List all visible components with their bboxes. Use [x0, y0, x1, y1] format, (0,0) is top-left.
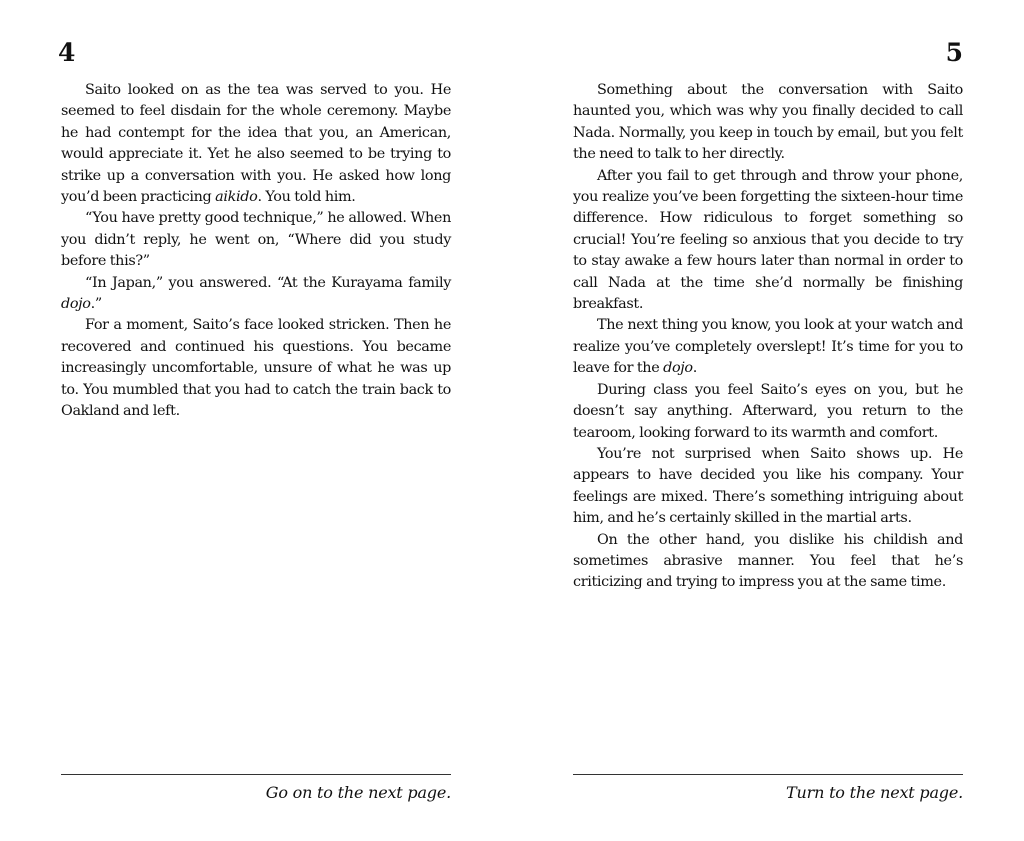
- left-page: [58, 0, 451, 841]
- paragraph: [573, 444, 963, 530]
- paragraph: [573, 80, 963, 166]
- text-run: On the other hand, you dislike his childish and sometimes abrasive manner. You feel that he’s criticizing and trying to impress you at the same time.: [573, 531, 963, 591]
- text-run: For a moment, Saito’s face looked stricken. Then he recovered and continued his questions. You became increasingly uncomfortable, unsure of what he was up to. You mumbled that you had to catch the train back to Oakland and left.: [61, 317, 451, 420]
- page-body: [61, 80, 451, 423]
- page-number: 4: [58, 38, 76, 67]
- paragraph: [573, 315, 963, 379]
- page-footer: Go on to the next page.: [265, 783, 451, 802]
- footer-divider: [61, 774, 451, 775]
- italic-term: aikido: [215, 189, 258, 206]
- text-run: .”: [90, 296, 102, 313]
- paragraph: [61, 208, 451, 272]
- text-run: .: [692, 360, 697, 377]
- text-run: Something about the conversation with Saito haunted you, which was why you finally decided to call Nada. Normally, you keep in touch by email, but you felt the need to talk to her directly.: [573, 82, 963, 163]
- paragraph: [573, 166, 963, 316]
- text-run: The next thing you know, you look at your watch and realize you’ve completely overslept! It’s time for you to leave for the: [573, 317, 963, 377]
- paragraph: [573, 530, 963, 594]
- text-run: During class you feel Saito’s eyes on you, but he doesn’t say anything. Afterward, you return to the tearoom, looking forward to its warmth and comfort.: [573, 381, 963, 441]
- paragraph: [61, 80, 451, 208]
- paragraph: [61, 315, 451, 422]
- italic-term: dojo: [61, 296, 91, 313]
- paragraph: [61, 273, 451, 316]
- footer-divider: [573, 774, 963, 775]
- page-body: [573, 80, 963, 594]
- italic-term: dojo: [663, 360, 693, 377]
- text-run: . You told him.: [257, 189, 356, 206]
- text-run: Saito looked on as the tea was served to you. He seemed to feel disdain for the whole ceremony. Maybe he had contempt for the idea that you, an American, would appreciate it. Yet he also seemed to be trying to strike up a conversation with you. He asked how long you’d been practicing: [61, 82, 451, 206]
- page-number: 5: [945, 38, 963, 67]
- text-run: After you fail to get through and throw your phone, you realize you’ve been forgetting the sixteen-hour time difference. How ridiculous to forget something so crucial! You’re feeling so anxious that you decide to try to stay awake a few hours later than normal in order to call Nada at the time she’d normally be finishing breakfast.: [573, 167, 963, 313]
- text-run: You’re not surprised when Saito shows up. He appears to have decided you like his company. Your feelings are mixed. There’s something intriguing about him, and he’s certainly skilled in the martial arts.: [573, 445, 963, 527]
- text-run: “You have pretty good technique,” he allowed. When you didn’t reply, he went on, “Where did you study before this?”: [61, 210, 451, 270]
- right-page: [573, 0, 963, 841]
- page-footer: Turn to the next page.: [786, 783, 963, 802]
- paragraph: [573, 380, 963, 444]
- text-run: “In Japan,” you answered. “At the Kurayama family: [85, 274, 451, 291]
